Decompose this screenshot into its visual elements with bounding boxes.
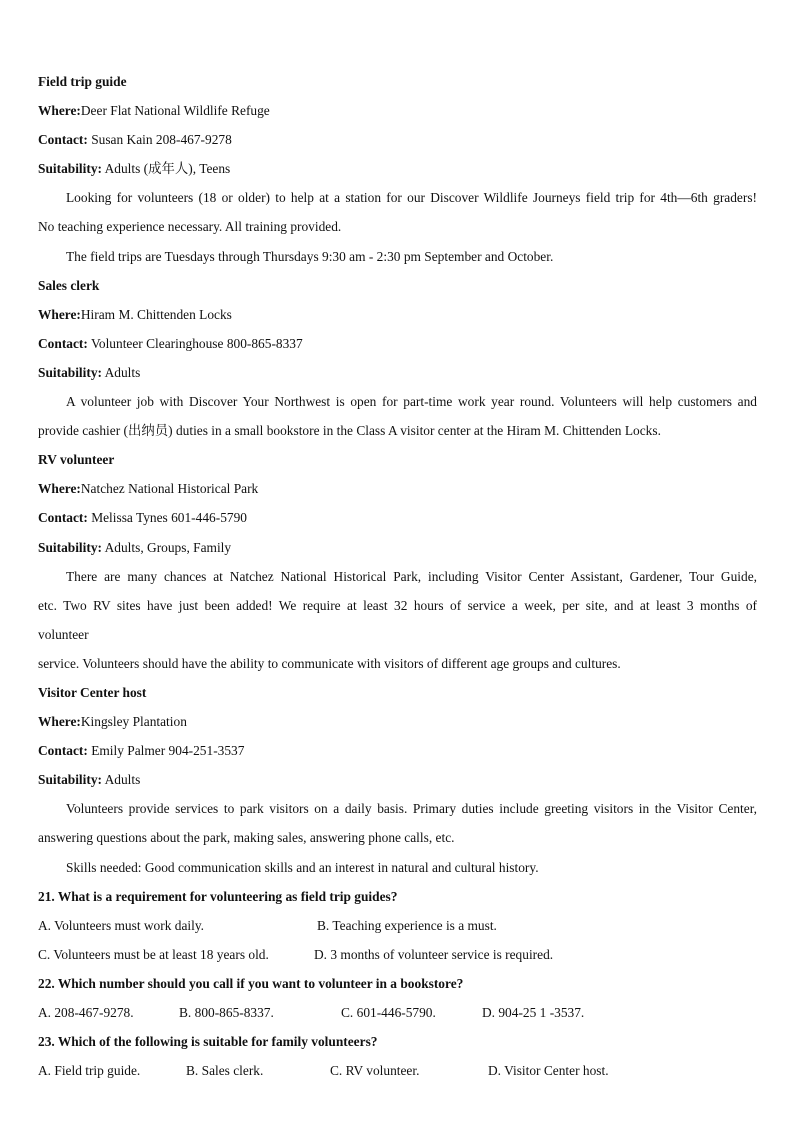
contact-line bbox=[38, 736, 757, 765]
where-value: Natchez National Historical Park bbox=[80, 481, 259, 497]
question-text: 22. Which number should you call if you want to volunteer in a bookstore? bbox=[38, 975, 464, 991]
suitability-value: Adults bbox=[104, 364, 141, 380]
suitability-label: Suitability: bbox=[38, 539, 102, 555]
paragraph-line: volunteer bbox=[38, 626, 89, 642]
option-d: D. 904-25 1 -3537. bbox=[482, 1005, 585, 1020]
contact-value: Susan Kain 208-467-9278 bbox=[91, 132, 232, 148]
question-text: 23. Which of the following is suitable for family volunteers? bbox=[38, 1034, 378, 1050]
option-b: B. 800-865-8337. bbox=[179, 1005, 274, 1020]
contact-label: Contact: bbox=[38, 743, 88, 759]
where-value: Kingsley Plantation bbox=[80, 714, 187, 730]
contact-label: Contact: bbox=[38, 132, 88, 148]
option-d: D. 3 months of volunteer service is required. bbox=[314, 946, 554, 962]
options-row bbox=[38, 911, 757, 940]
suitability-label: Suitability: bbox=[38, 161, 102, 177]
contact-line bbox=[38, 503, 757, 532]
options-row bbox=[38, 940, 757, 969]
document-page bbox=[38, 67, 757, 1085]
option-c: C. 601-446-5790. bbox=[341, 1005, 436, 1020]
suitability-value: Adults, Groups, Family bbox=[104, 539, 232, 555]
section-title: RV volunteer bbox=[38, 452, 115, 468]
option-d: D. Visitor Center host. bbox=[488, 1063, 609, 1079]
paragraph-line: answering questions about the park, making sales, answering phone calls, etc. bbox=[38, 830, 455, 846]
where-line bbox=[38, 96, 757, 125]
option-a: A. 208-467-9278. bbox=[38, 1005, 134, 1020]
section-title: Sales clerk bbox=[38, 277, 100, 293]
where-line bbox=[38, 707, 757, 736]
paragraph-line: The field trips are Tuesdays through Thursdays 9:30 am - 2:30 pm September and October. bbox=[66, 248, 554, 264]
suitability-line bbox=[38, 533, 757, 562]
contact-value: Emily Palmer 904-251-3537 bbox=[91, 743, 245, 759]
where-label: Where: bbox=[38, 481, 81, 497]
paragraph-line: provide cashier (出纳员) duties in a small bookstore in the Class A visitor center at the Hiram M. Chittenden Locks. bbox=[38, 423, 661, 439]
where-value: Deer Flat National Wildlife Refuge bbox=[80, 103, 270, 119]
option-a: A. Volunteers must work daily. bbox=[38, 917, 205, 933]
question-text: 21. What is a requirement for volunteering as field trip guides? bbox=[38, 888, 398, 904]
suitability-line bbox=[38, 358, 757, 387]
section-title: Visitor Center host bbox=[38, 684, 147, 700]
where-line bbox=[38, 474, 757, 503]
options-row bbox=[38, 1056, 757, 1085]
suitability-line bbox=[38, 154, 757, 183]
suitability-label: Suitability: bbox=[38, 364, 102, 380]
paragraph-line: Volunteers provide services to park visitors on a daily basis. Primary duties include greeting visitors in the Visitor Center, bbox=[66, 801, 757, 817]
option-c: C. Volunteers must be at least 18 years old. bbox=[38, 946, 269, 962]
option-b: B. Sales clerk. bbox=[186, 1063, 264, 1079]
paragraph-line: Looking for volunteers (18 or older) to help at a station for our Discover Wildlife Journeys field trip for 4th—6th graders! bbox=[66, 190, 757, 206]
suitability-value: Adults (成年人), Teens bbox=[104, 161, 231, 177]
contact-value: Melissa Tynes 601-446-5790 bbox=[91, 510, 247, 526]
contact-label: Contact: bbox=[38, 510, 88, 526]
paragraph-line: A volunteer job with Discover Your Northwest is open for part-time work year round. Volunteers will help customers and bbox=[66, 394, 757, 410]
section-title: Field trip guide bbox=[38, 74, 127, 89]
suitability-value: Adults bbox=[104, 772, 141, 788]
option-a: A. Field trip guide. bbox=[38, 1063, 141, 1079]
suitability-line bbox=[38, 765, 757, 794]
where-value: Hiram M. Chittenden Locks bbox=[80, 306, 232, 322]
options-row bbox=[38, 998, 757, 1027]
paragraph-line: etc. Two RV sites have just been added! We require at least 32 hours of service a week, per site, and at least 3 months of bbox=[38, 597, 757, 613]
contact-line bbox=[38, 329, 757, 358]
contact-value: Volunteer Clearinghouse 800-865-8337 bbox=[90, 335, 303, 351]
where-label: Where: bbox=[38, 306, 81, 322]
contact-line bbox=[38, 125, 757, 154]
paragraph-line: There are many chances at Natchez National Historical Park, including Visitor Center Assistant, Gardener, Tour Guide, bbox=[66, 568, 757, 584]
paragraph-line: service. Volunteers should have the ability to communicate with visitors of different age groups and cultures. bbox=[38, 655, 621, 671]
option-c: C. RV volunteer. bbox=[330, 1063, 420, 1079]
paragraph-line: Skills needed: Good communication skills and an interest in natural and cultural history. bbox=[66, 859, 539, 875]
contact-label: Contact: bbox=[38, 335, 88, 351]
option-b: B. Teaching experience is a must. bbox=[317, 917, 497, 933]
where-label: Where: bbox=[38, 103, 81, 119]
where-label: Where: bbox=[38, 714, 81, 730]
paragraph-line: No teaching experience necessary. All training provided. bbox=[38, 219, 342, 235]
where-line bbox=[38, 300, 757, 329]
suitability-label: Suitability: bbox=[38, 772, 102, 788]
